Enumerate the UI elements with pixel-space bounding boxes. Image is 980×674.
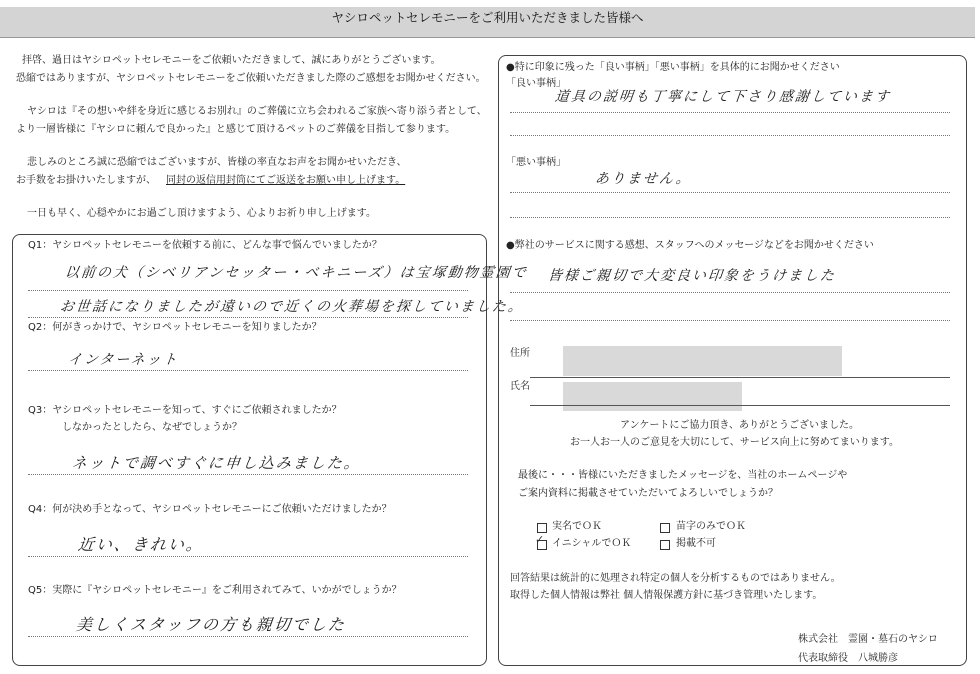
address-label: 住所 [510, 348, 530, 359]
service-answer: 皆様ご親切で大変良い印象をうけました [547, 268, 837, 284]
privacy-text: 取得した個人情報は弊社 個人情報保護方針に基づき管理いたします。 [510, 590, 823, 601]
check-mark-icon: ✓ [535, 533, 545, 546]
answer-line [510, 192, 950, 193]
answer-line [510, 217, 950, 218]
impression-question: ●特に印象に残った「良い事柄」「悪い事柄」を具体的にお聞かせください [506, 62, 840, 73]
name-line [530, 405, 950, 406]
thanks-text: お一人お一人のご意見を大切にして、サービス向上に努めてまいります。 [570, 437, 899, 448]
thanks-text: アンケートにご協力頂き、ありがとうございました。 [620, 420, 859, 431]
intro-text: 恐縮ではありますが、ヤシロペットセレモニーをご依頼いただきました際のご感想をお聞かせください。 [16, 73, 486, 84]
answer-line [28, 636, 468, 637]
answer-line [28, 290, 468, 291]
answer-line [28, 556, 468, 557]
answer-5: 美しくスタッフの方も親切でした [74, 615, 347, 634]
question-3-line-1: Q3：ヤシロペットセレモニーを知って、すぐにご依頼されましたか？ [28, 405, 342, 416]
answer-4: 近い、きれい。 [76, 535, 205, 554]
question-3-line-2: しなかったとしたら、なぜでしょうか？ [62, 422, 242, 433]
company-name: 株式会社 霊園・墓石のヤシロ [798, 634, 938, 645]
intro-text: ヤシロは『その想いや絆を身近に感じるお別れ』のご葬儀に立ち会われるご家族へ寄り添う者として、 [27, 106, 487, 117]
answer-line [510, 135, 950, 136]
intro-text: より一層皆様に『ヤシロに頼んで良かった』と感じて頂けるペットのご葬儀を目指して参ります。 [16, 124, 456, 135]
answer-line [510, 292, 950, 293]
address-line [530, 377, 950, 378]
publish-question: ご案内資料に掲載させていただいてよろしいでしょうか？ [518, 488, 778, 499]
option-real-name: 実名でＯＫ [552, 521, 602, 532]
good-label: 「良い事柄」 [506, 78, 566, 89]
page-title: ヤシロペットセレモニーをご利用いただきました皆様へ [331, 10, 644, 25]
intro-text: 拝啓、過日はヤシロペットセレモニーをご依頼いただきまして、誠にありがとうございます。 [22, 55, 441, 66]
representative: 代表取締役 八城勝彦 [798, 653, 898, 664]
answer-line [510, 320, 950, 321]
question-2: Q2：何がきっかけで、ヤシロペットセレモニーを知りましたか？ [28, 322, 322, 333]
bad-answer: ありません。 [594, 171, 693, 187]
option-no-publish: 掲載不可 [676, 538, 716, 549]
good-answer: 道具の説明も丁寧にして下さり感謝しています [554, 89, 892, 105]
name-label: 氏名 [510, 381, 530, 392]
surname-only-checkbox[interactable] [660, 523, 670, 533]
privacy-text: 回答結果は統計的に処理され特定の個人を分析するものではありません。 [510, 573, 841, 584]
option-initials: イニシャルでＯＫ [552, 538, 632, 549]
intro-highlight: 同封の返信用封筒にてご返送をお願い申し上げます。 [166, 175, 406, 186]
service-question: ●弊社のサービスに関する感想、スタッフへのメッセージなどをお聞かせください [506, 240, 874, 251]
name-redacted [563, 382, 742, 411]
answer-1-line-2: お世話になりましたが遠いので近くの火葬場を探していました。 [59, 299, 525, 315]
question-1: Q1：ヤシロペットセレモニーを依頼する前に、どんな事で悩んでいましたか？ [28, 240, 382, 251]
intro-text: 悲しみのところ誠に恐縮ではございますが、皆様の率直なお声をお聞かせいただき、 [27, 157, 407, 168]
question-4: Q4：何が決め手となって、ヤシロペットセレモニーにご依頼いただけましたか？ [28, 504, 392, 515]
no-publish-checkbox[interactable] [660, 540, 670, 550]
real-name-checkbox[interactable] [537, 523, 547, 533]
question-5: Q5：実際に『ヤシロペットセレモニー』をご利用されてみて、いかがでしょうか？ [28, 585, 402, 596]
answer-line [28, 474, 468, 475]
answer-line [510, 112, 950, 113]
option-surname-only: 苗字のみでＯＫ [676, 521, 746, 532]
answer-line [28, 317, 468, 318]
bad-label: 「悪い事柄」 [506, 157, 566, 168]
intro-text: 一日も早く、心穏やかにお過ごし頂けますよう、心よりお祈り申し上げます。 [27, 208, 376, 219]
intro-text: お手数をお掛けいたしますが、 [16, 175, 156, 186]
answer-1-line-1: 以前の犬（シベリアンセッター・ベキニーズ）は宝塚動物霊園で [64, 265, 529, 281]
answer-line [28, 370, 468, 371]
publish-question: 最後に・・・皆様にいただきましたメッセージを、当社のホームページや [518, 470, 848, 481]
address-redacted [563, 346, 842, 376]
answer-2: インターネット [67, 352, 180, 368]
answer-3: ネットで調べすぐに申し込みました。 [71, 454, 362, 472]
